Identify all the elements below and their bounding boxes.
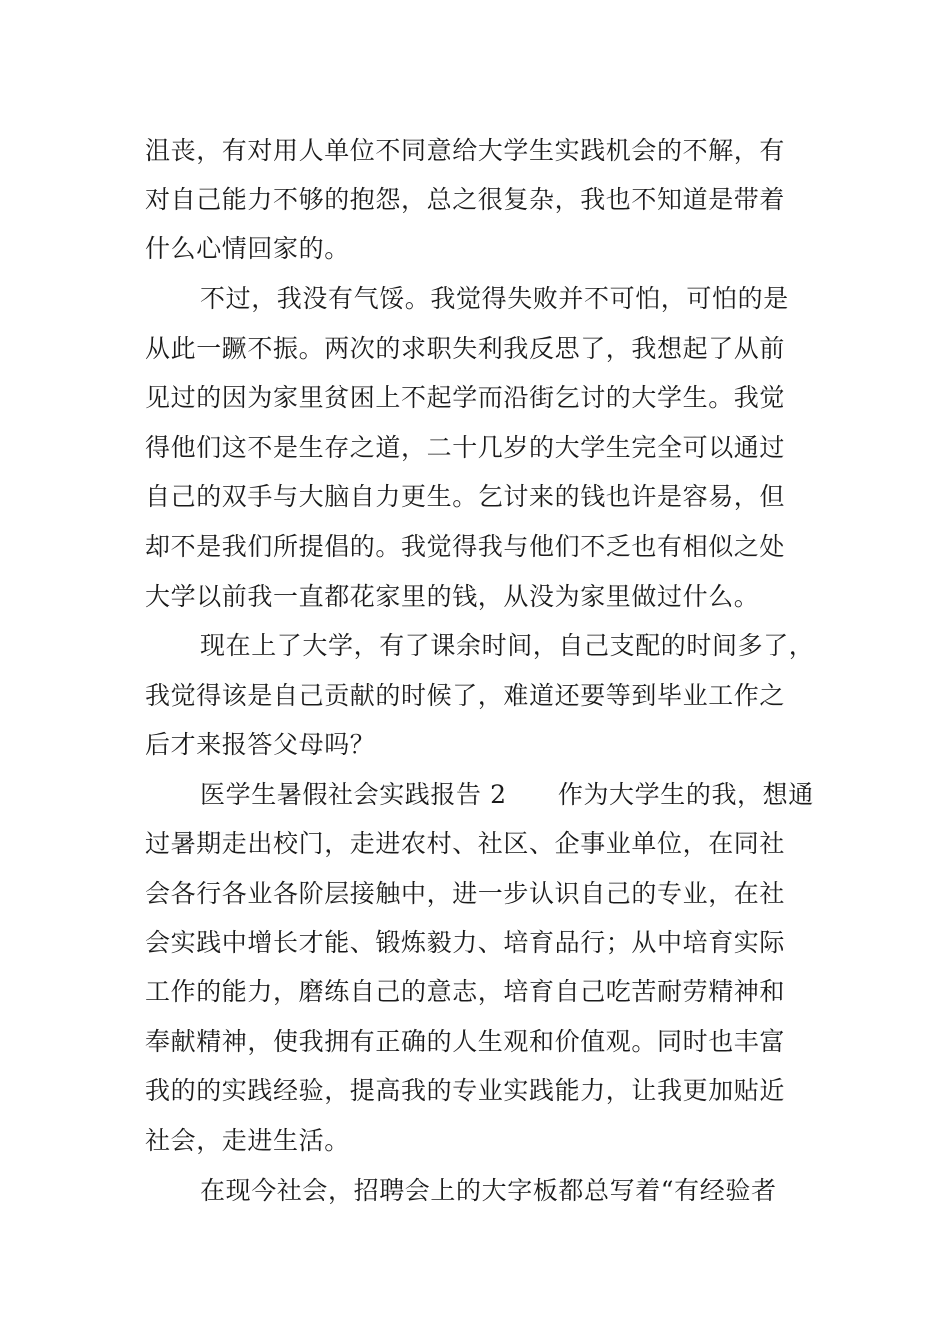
text-line: 后才来报答父母吗？	[145, 730, 376, 759]
text-line: 社会，走进生活。	[145, 1126, 350, 1155]
text-line: 见过的因为家里贫困上不起学而沿街乞讨的大学生。我觉	[145, 383, 786, 412]
paragraph-first-line: 现在上了大学，有了课余时间，自己支配的时间多了，	[200, 631, 815, 660]
text-line: 沮丧，有对用人单位不同意给大学生实践机会的不解，有	[145, 136, 786, 165]
text-line: 什么心情回家的。	[145, 234, 350, 263]
text-line: 奉献精神，使我拥有正确的人生观和价值观。同时也丰富	[145, 1027, 786, 1056]
text-line: 从此一蹶不振。两次的求职失利我反思了，我想起了从前	[145, 334, 786, 363]
paragraph-first-line: 医学生暑假社会实践报告 2 作为大学生的我，想通	[200, 780, 814, 809]
text-line: 大学以前我一直都花家里的钱，从没为家里做过什么。	[145, 582, 760, 611]
text-line: 对自己能力不够的抱怨，总之很复杂，我也不知道是带着	[145, 185, 786, 214]
text-line: 会实践中增长才能、锻炼毅力、培育品行；从中培育实际	[145, 928, 786, 957]
text-line: 我的的实践经验，提高我的专业实践能力，让我更加贴近	[145, 1076, 786, 1105]
text-line: 工作的能力，磨练自己的意志，培育自己吃苦耐劳精神和	[145, 977, 786, 1006]
text-line: 却不是我们所提倡的。我觉得我与他们不乏也有相似之处	[145, 532, 786, 561]
text-line: 我觉得该是自己贡献的时候了，难道还要等到毕业工作之	[145, 681, 786, 710]
paragraph-first-line: 在现今社会，招聘会上的大字板都总写着“有经验者	[200, 1176, 777, 1205]
text-line: 得他们这不是生存之道，二十几岁的大学生完全可以通过	[145, 433, 786, 462]
text-line: 自己的双手与大脑自力更生。乞讨来的钱也许是容易，但	[145, 482, 786, 511]
text-line: 会各行各业各阶层接触中，进一步认识自己的专业，在社	[145, 879, 786, 908]
paragraph-first-line: 不过，我没有气馁。我觉得失败并不可怕，可怕的是	[200, 284, 789, 313]
text-line: 过暑期走出校门，走进农村、社区、企事业单位，在同社	[145, 829, 786, 858]
